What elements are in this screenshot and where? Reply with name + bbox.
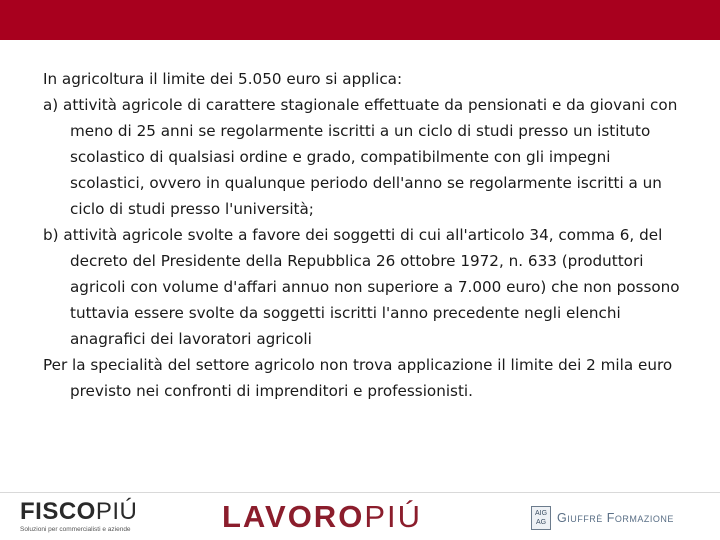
intro-paragraph: In agricoltura il limite dei 5.050 euro si applica: [43, 70, 403, 88]
closing-paragraph: Per la specialità del settore agricolo non trova applicazione il limite dei 2 mila euro previsto nei confronti di imprenditori e professionisti. [43, 356, 673, 400]
aig-emblem-line1: AIG [534, 510, 548, 517]
slide-body [43, 66, 683, 404]
fiscopiu-logo-word1: FISCO [20, 498, 96, 525]
giuffre-formazione-text: Giuffrè Formazione [557, 511, 674, 525]
fiscopiu-tagline: Soluzioni per commercialisti e aziende [20, 526, 131, 533]
giuffre-formazione-logo [531, 505, 674, 531]
fiscopiu-logo [20, 500, 150, 536]
lavoropiu-logo-word1: LAVORO [222, 499, 365, 534]
fiscopiu-logo-word2: PIÚ [95, 498, 138, 525]
footer-divider [0, 492, 720, 493]
header-bar [0, 0, 720, 40]
aig-emblem-line2: AG [535, 519, 547, 526]
lavoropiu-logo-word2: PIÚ [364, 499, 422, 534]
aig-emblem-icon [531, 506, 551, 530]
item-b-paragraph: b) attività agricole svolte a favore dei soggetti di cui all'articolo 34, comma 6, del decreto del Presidente della Repubblica 26 ottobre 1972, n. 633 (produttori agricoli con volume d'affari annuo non superiore a 7.000 euro) che non possono tuttavia essere svolte da soggetti iscritti l'anno precedente negli elenchi anagrafici dei lavoratori agricoli [43, 226, 680, 348]
item-a-paragraph: a) attività agricole di carattere stagionale effettuate da pensionati e da giovani con meno di 25 anni se regolarmente iscritti a un ciclo di studi presso un istituto scolastico di qualsiasi ordine e grado, compatibilmente con gli impegni scolastici, ovvero in qualunque periodo dell'anno se regolarmente iscritti a un ciclo di studi presso l'università; [43, 96, 678, 218]
lavoropiu-logo [222, 497, 422, 537]
